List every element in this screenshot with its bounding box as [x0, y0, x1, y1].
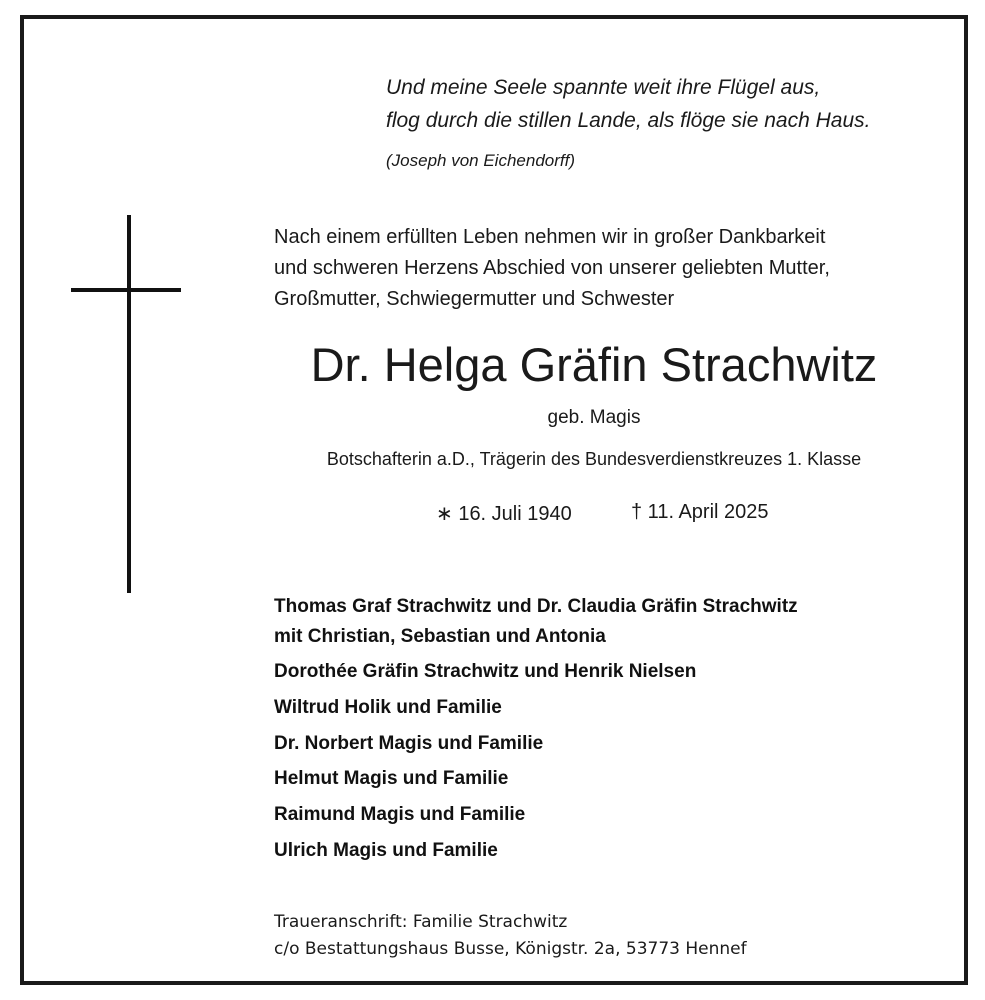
- intro-text: [274, 222, 830, 315]
- mourner-line: Raimund Magis und Familie: [274, 804, 526, 826]
- poem-line: flog durch die stillen Lande, als flöge sie nach Haus.: [386, 109, 871, 132]
- mourner-line: Wiltrud Holik und Familie: [274, 697, 502, 719]
- cross-icon-vertical: [127, 215, 131, 593]
- address-line: c/o Bestattungshaus Busse, Königstr. 2a, 53773 Hennef: [274, 939, 747, 959]
- mourner-line: Dorothée Gräfin Strachwitz und Henrik Nielsen: [274, 661, 697, 683]
- poem-line: Und meine Seele spannte weit ihre Flügel aus,: [386, 76, 821, 99]
- mourner-line: Helmut Magis und Familie: [274, 768, 509, 790]
- poem-quote: [386, 71, 870, 137]
- mourner-line: Dr. Norbert Magis und Familie: [274, 732, 544, 754]
- born-name: geb. Magis: [547, 407, 641, 428]
- address-line: Traueranschrift: Familie Strachwitz: [274, 912, 568, 932]
- intro-line: Großmutter, Schwiegermutter und Schwester: [274, 288, 675, 310]
- cross-icon-horizontal: [71, 288, 181, 292]
- mourner-line: Thomas Graf Strachwitz und Dr. Claudia Gräfin Strachwitz: [274, 596, 798, 617]
- notice-frame: [20, 15, 968, 985]
- intro-line: und schweren Herzens Abschied von unserer geliebten Mutter,: [274, 257, 830, 279]
- mourner-line: mit Christian, Sebastian und Antonia: [274, 625, 606, 647]
- mourning-address: [274, 909, 747, 963]
- intro-line: Nach einem erfüllten Leben nehmen wir in großer Dankbarkeit: [274, 226, 826, 248]
- poem-author: (Joseph von Eichendorff): [386, 151, 575, 170]
- deceased-name: Dr. Helga Gräfin Strachwitz: [310, 338, 878, 391]
- death-date: † 11. April 2025: [631, 501, 769, 523]
- deceased-title: Botschafterin a.D., Trägerin des Bundesverdienstkreuzes 1. Klasse: [326, 449, 862, 469]
- birth-date: ∗ 16. Juli 1940: [436, 503, 572, 525]
- mourner-line: Ulrich Magis und Familie: [274, 839, 498, 861]
- mourners-list: [274, 589, 798, 869]
